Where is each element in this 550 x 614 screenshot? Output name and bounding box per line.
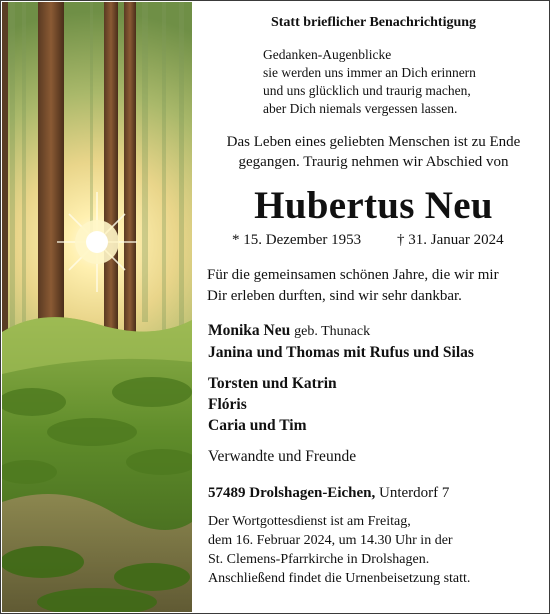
mourner-line: Janina und Thomas mit Rufus und Silas [208, 344, 474, 361]
mourning-address [208, 485, 449, 502]
thanks-line: Für die gemeinsamen schönen Jahre, die wir mir [207, 267, 499, 283]
address-place: 57489 Drolshagen-Eichen, [208, 485, 376, 501]
intro-line: gegangen. Traurig nehmen wir Abschied von [238, 154, 509, 170]
poem-line: Gedanken-Augenblicke [263, 47, 392, 62]
mourner-line: Caria und Tim [208, 417, 307, 434]
service-line: Der Wortgottesdienst ist am Freitag, [208, 514, 411, 529]
mourner-line: Verwandte und Freunde [208, 448, 357, 465]
birth-date: * 15. Dezember 1953 [232, 232, 362, 248]
intro-line: Das Leben eines geliebten Menschen ist zu Ende [226, 134, 521, 150]
service-line: dem 16. Februar 2024, um 14.30 Uhr in der [208, 533, 453, 548]
forest-sunrise-photo [2, 2, 192, 612]
deceased-name: Hubertus Neu [254, 184, 493, 227]
service-line: St. Clemens-Pfarrkirche in Drolshagen. [208, 552, 430, 567]
poem-line: sie werden uns immer an Dich erinnern [263, 65, 476, 80]
poem-line: und uns glücklich und traurig machen, [263, 83, 471, 98]
mourner-line: Torsten und Katrin [208, 375, 337, 392]
widow-maiden-name: geb. Thunack [294, 324, 371, 339]
mourner-widow [208, 322, 370, 340]
address-street: Unterdorf 7 [378, 485, 450, 501]
header-notice: Statt brieflicher Benachrichtigung [270, 15, 477, 30]
widow-name: Monika Neu [208, 322, 291, 339]
death-date: † 31. Januar 2024 [397, 232, 504, 248]
poem-line: aber Dich niemals vergessen lassen. [263, 101, 458, 116]
service-line: Anschließend findet die Urnenbeisetzung statt. [208, 571, 471, 586]
thanks-line: Dir erleben durften, sind wir sehr dankbar. [207, 288, 462, 304]
mourner-line: Flóris [208, 396, 247, 413]
